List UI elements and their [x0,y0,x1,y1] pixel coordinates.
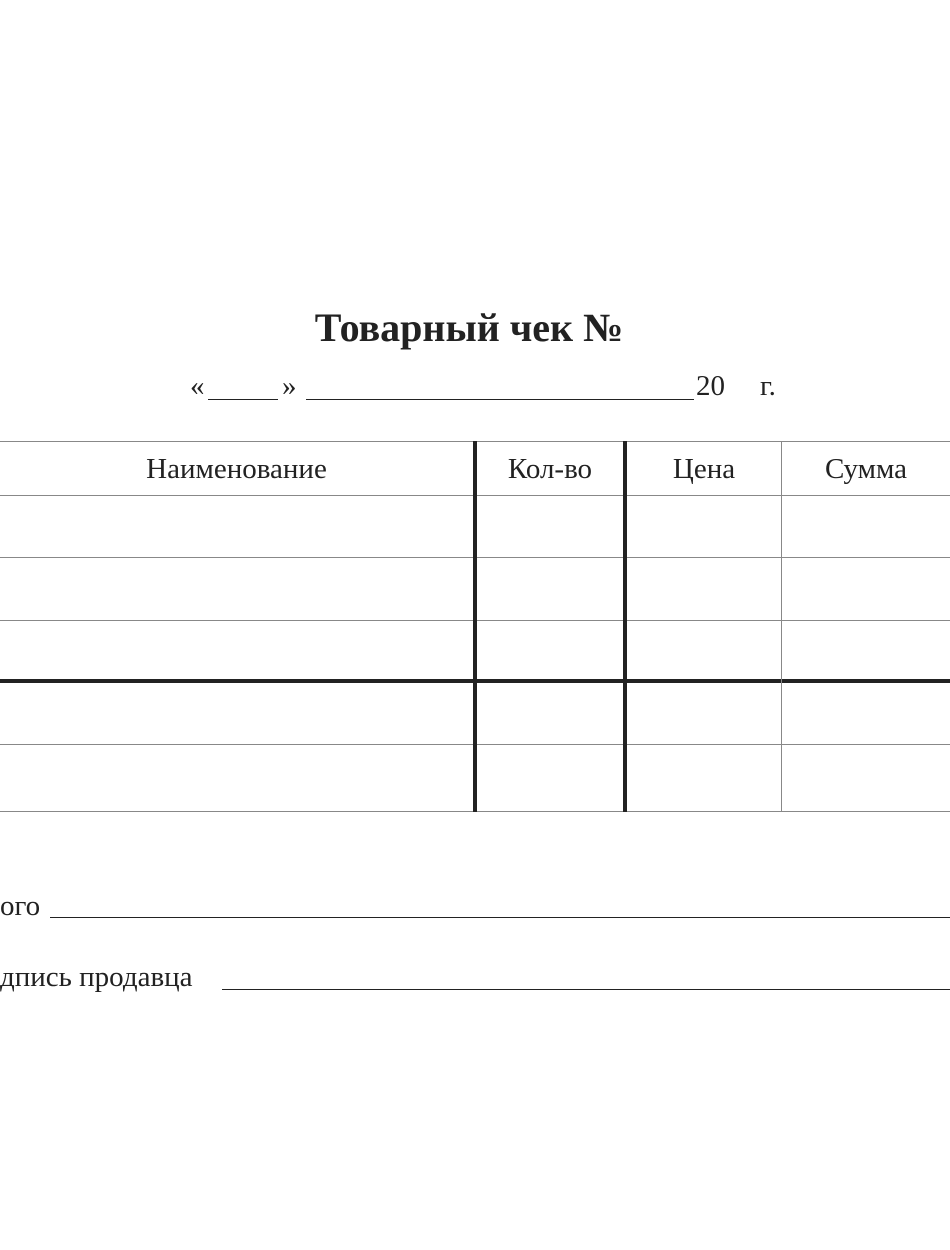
date-open-quote: « [190,370,205,402]
column-header-quantity: Кол-во [507,453,593,485]
column-divider-thick [623,441,627,812]
column-header-name: Наименование [146,453,327,485]
year-suffix: г. [760,370,776,402]
year-prefix: 20 [696,370,725,402]
column-header-price: Цена [672,453,736,485]
signature-blank-field[interactable] [222,989,950,990]
column-divider-thick [473,441,477,812]
date-close-quote: » [282,370,297,402]
signature-label: дпись продавца [0,961,193,993]
total-blank-field[interactable] [50,917,950,918]
column-divider [781,441,782,812]
total-label: ого [0,890,41,922]
document-title: Товарный чек № [314,305,624,350]
column-header-sum: Сумма [824,453,908,485]
